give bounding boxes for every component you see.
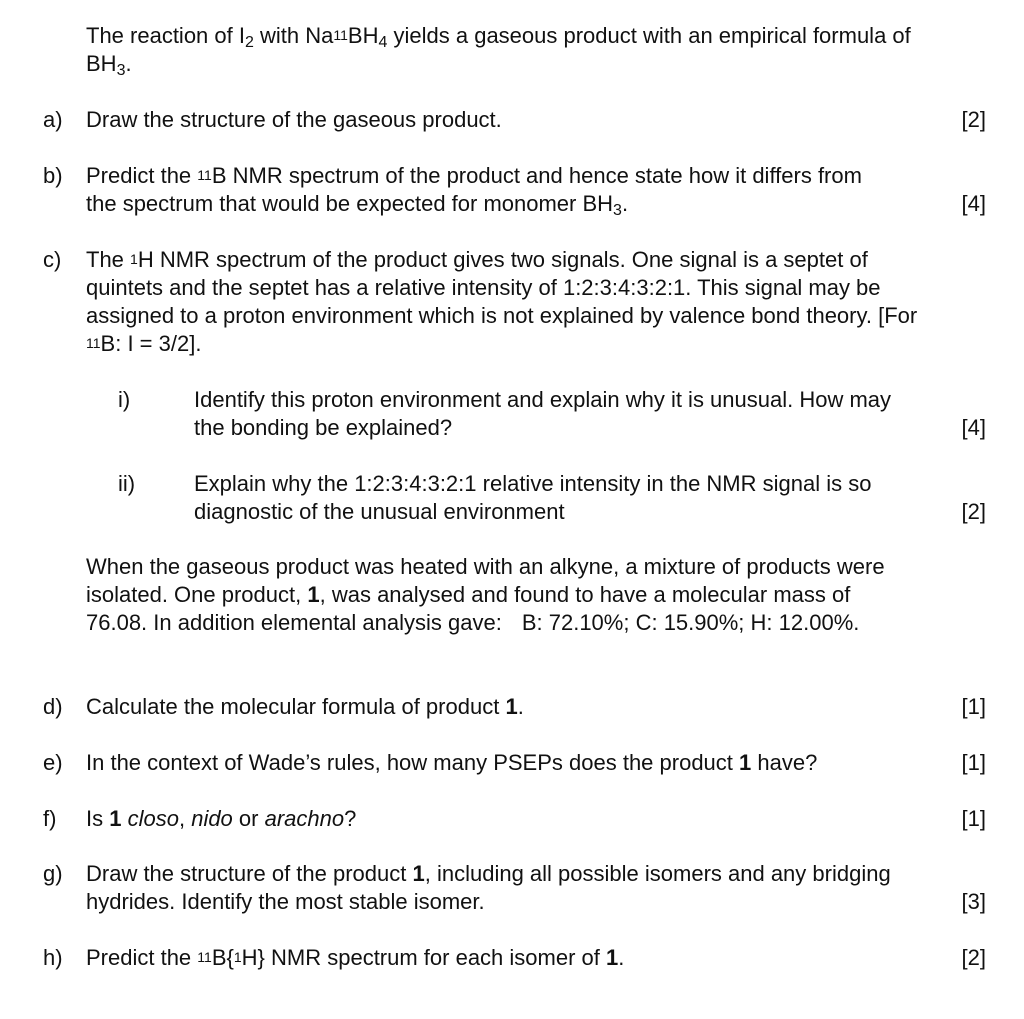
intro-paragraph bbox=[86, 22, 916, 78]
question-c-ii-text: Explain why the 1:2:3:4:3:2:1 relative intensity in the NMR signal is so diagnostic of the unusual environment bbox=[194, 471, 872, 524]
question-text: B: I = 3/2]. bbox=[100, 331, 202, 356]
question-text: Is bbox=[86, 806, 110, 831]
compound-number: 1 bbox=[109, 806, 122, 831]
question-d-text bbox=[86, 693, 936, 721]
question-text: The bbox=[86, 247, 131, 272]
superscript: 1 bbox=[233, 949, 242, 965]
subscript: 4 bbox=[378, 34, 388, 51]
compound-number: 1 bbox=[739, 750, 752, 775]
question-h-text bbox=[86, 944, 936, 972]
superscript: 11 bbox=[197, 949, 212, 965]
intro-text: BH bbox=[347, 23, 379, 48]
question-b-marks: [4] bbox=[961, 191, 986, 216]
superscript: 11 bbox=[333, 27, 348, 43]
subscript: 2 bbox=[244, 34, 254, 51]
intro-text: . bbox=[125, 51, 132, 76]
question-a-text: Draw the structure of the gaseous product. bbox=[86, 107, 502, 132]
question-text: Draw the structure of the product bbox=[86, 861, 413, 886]
compound-number: 1 bbox=[412, 861, 425, 886]
question-h-marks: [2] bbox=[961, 945, 986, 970]
cluster-type: arachno bbox=[264, 806, 345, 831]
question-f-label: f) bbox=[43, 806, 57, 831]
question-d-marks: [1] bbox=[961, 694, 986, 719]
question-e-marks: [1] bbox=[961, 750, 986, 775]
question-text: . bbox=[517, 694, 524, 719]
question-e-text bbox=[86, 749, 936, 777]
cluster-type: closo bbox=[127, 806, 179, 831]
question-text: Predict the bbox=[86, 945, 198, 970]
question-g-text bbox=[86, 860, 896, 916]
question-text: ? bbox=[344, 806, 357, 831]
superscript: 11 bbox=[197, 167, 212, 183]
question-text: . bbox=[621, 191, 629, 216]
superscript: 1 bbox=[130, 251, 138, 267]
question-text: H NMR spectrum of the product gives two signals. One signal is a septet of quintets and the septet has a relative intensity of 1:2:3:4:3:2:1. This signal may be assigned to a proton environment which is not explained by valence bond theory. [For bbox=[86, 247, 918, 328]
superscript: 11 bbox=[86, 335, 101, 351]
question-text: B NMR spectrum of the product and hence state how it differs from the spectrum that would be expected for monomer BH bbox=[86, 163, 862, 216]
question-text: Calculate the molecular formula of product bbox=[86, 694, 506, 719]
question-c-label: c) bbox=[43, 247, 62, 272]
question-text: or bbox=[232, 806, 265, 831]
question-text: In the context of Wade’s rules, how many PSEPs does the product bbox=[86, 750, 740, 775]
context-text: When the gaseous product was heated with an alkyne, a mixture of products were isolated. One product, bbox=[86, 554, 885, 607]
intro-text: yields a gaseous product with an empirical formula of BH bbox=[86, 23, 911, 76]
compound-number: 1 bbox=[606, 945, 619, 970]
question-c-i-text: Identify this proton environment and explain why it is unusual. How may the bonding be explained? bbox=[194, 387, 892, 440]
question-text: , including all possible isomers and any bridging hydrides. Identify the most stable isomer. bbox=[86, 861, 891, 914]
question-text: H} NMR spectrum for each isomer of bbox=[241, 945, 606, 970]
question-a-marks: [2] bbox=[961, 107, 986, 132]
compound-number: 1 bbox=[505, 694, 518, 719]
compound-number: 1 bbox=[307, 582, 320, 607]
question-text: Predict the bbox=[86, 163, 198, 188]
question-text: have? bbox=[751, 750, 818, 775]
question-text: , bbox=[178, 806, 192, 831]
question-g-marks: [3] bbox=[961, 889, 986, 914]
cluster-type: nido bbox=[191, 806, 233, 831]
question-c-ii-label: ii) bbox=[118, 471, 136, 496]
intro-text: The reaction of I bbox=[86, 23, 245, 48]
question-b-label: b) bbox=[43, 163, 63, 188]
question-text: B{ bbox=[211, 945, 234, 970]
context-text: , was analysed and found to have a molecular mass of 76.08. In addition elemental analysis gave: bbox=[86, 582, 851, 635]
question-text: . bbox=[618, 945, 625, 970]
question-e-label: e) bbox=[43, 750, 63, 775]
question-f-text bbox=[86, 805, 936, 833]
elemental-analysis: B: 72.10%; C: 15.90%; H: 12.00%. bbox=[521, 610, 860, 635]
question-a-label: a) bbox=[43, 107, 63, 132]
subscript: 3 bbox=[116, 62, 126, 79]
question-b-text bbox=[86, 162, 896, 218]
question-h-label: h) bbox=[43, 945, 63, 970]
question-d-label: d) bbox=[43, 694, 63, 719]
question-c-i-marks: [4] bbox=[961, 415, 986, 440]
question-f-marks: [1] bbox=[961, 806, 986, 831]
question-c-i-label: i) bbox=[118, 387, 131, 412]
question-c-ii-marks: [2] bbox=[961, 499, 986, 524]
question-g-label: g) bbox=[43, 861, 63, 886]
subscript: 3 bbox=[613, 202, 622, 219]
question-c-text bbox=[86, 246, 926, 358]
context-paragraph bbox=[86, 553, 916, 637]
intro-text: with Na bbox=[253, 23, 334, 48]
